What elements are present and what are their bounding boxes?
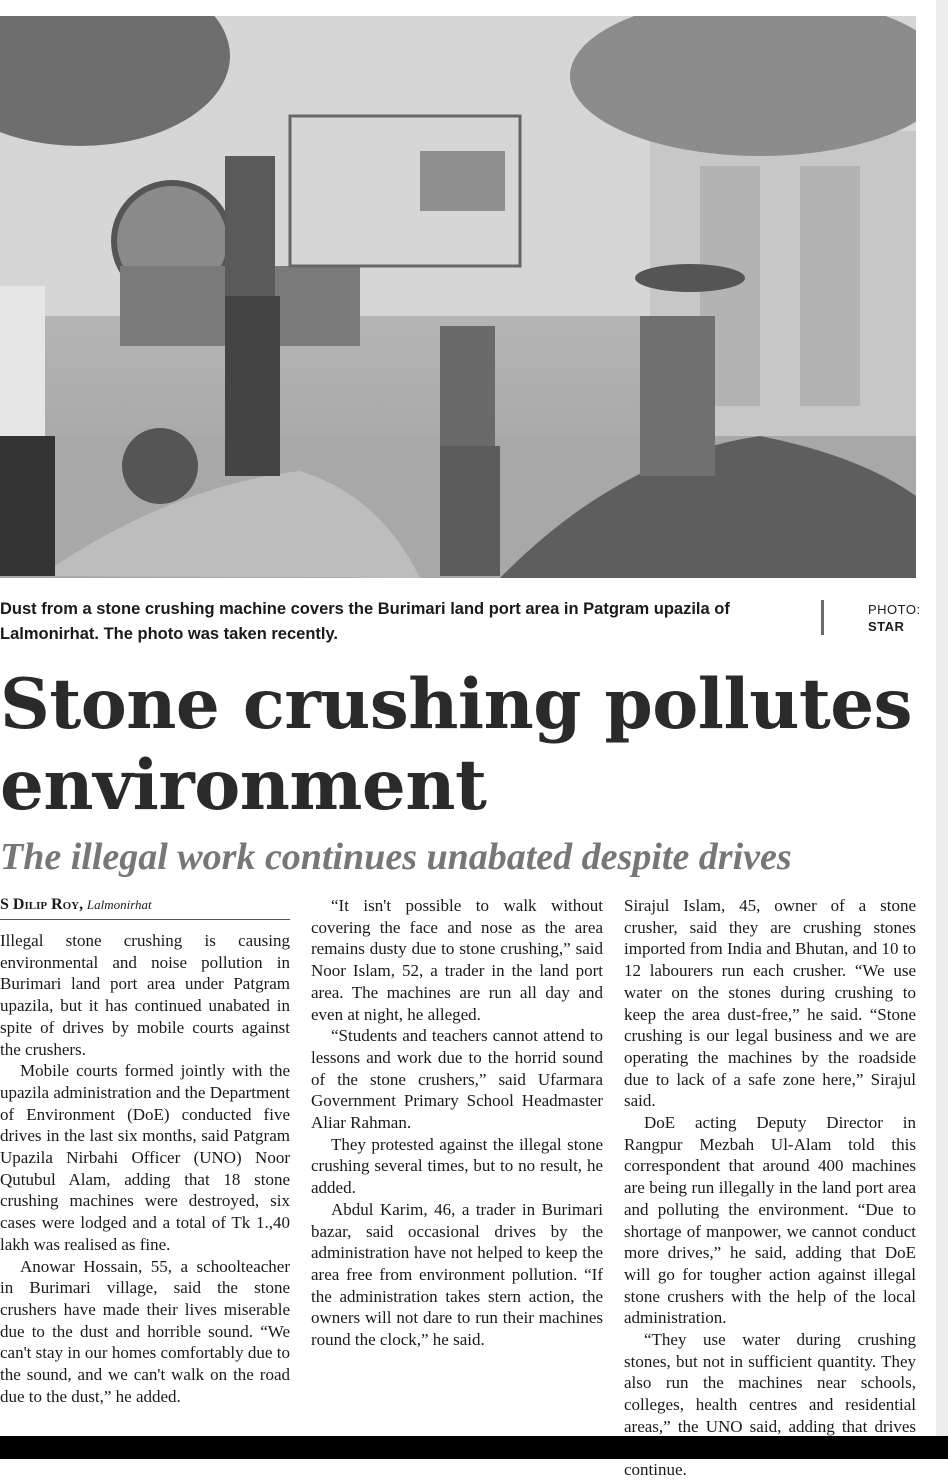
byline-location: Lalmonirhat (86, 897, 152, 912)
headline: Stone crushing pollutes environment (0, 664, 912, 826)
article-paragraph: Mobile courts formed jointly with the upazila administration and the Department of Environment (DoE) conducted five drives in the last six months, said Patgram Upazila Nirbahi Officer (UNO) Noor Qutubul Alam, adding that 18 stone crushing machines were destroyed, six cases were lodged and a total of Tk 1.,40 lakh was realised as fine. (0, 1061, 290, 1254)
photo-credit-label: PHOTO: (868, 602, 921, 617)
credit-divider (821, 600, 824, 635)
page-edge (936, 0, 948, 1436)
article-paragraph: Abdul Karim, 46, a trader in Burimari bazar, said occasional drives by the administration have not helped to keep the area free from environment pollution. “If the administration takes stern action, the owners will not dare to run their machines round the clock,” he said. (311, 1199, 603, 1350)
article-paragraph: Illegal stone crushing is causing environmental and noise pollution in Burimari land port area under Patgram upazila, but it has continued unabated in spite of drives by mobile courts against the crushers. (0, 931, 290, 1059)
subheadline: The illegal work continues unabated despite drives (0, 836, 792, 878)
news-photo (0, 16, 916, 578)
article-paragraph: “Students and teachers cannot attend to lessons and work due to the horrid sound of the stone crushers,” said Ufarmara Government Primary School Headmaster Aliar Rahman. (311, 1026, 603, 1133)
article-paragraph: Anowar Hossain, 55, a schoolteacher in Burimari village, said the stone crushers have made their lives miserable due to the dust and horrible sound. “We can't stay in our homes comfortably due to the sound, and we can't walk on the road due to the dust,” he added. (0, 1256, 290, 1406)
article-column-2 (311, 895, 603, 1351)
article-paragraph: They protested against the illegal stone crushing several times, but to no result, he added. (311, 1134, 603, 1198)
stone-crusher-photo-illustration (0, 16, 916, 578)
article-paragraph: DoE acting Deputy Director in Rangpur Mezbah Ul-Alam told this correspondent that around 400 machines are being run illegally in the land port area and polluting the environment. “Due to shortage of manpower, we cannot conduct more drives,” he said, adding that DoE will go for tougher action against illegal stone crushers with the help of the local administration. (624, 1113, 916, 1328)
byline (0, 896, 290, 920)
article-paragraph: Sirajul Islam, 45, owner of a stone crusher, said they are crushing stones imported from India and Bhutan, and 10 to 12 labourers run each crusher. “We use water on the stones during crushing to keep the area dust-free,” he said. “Stone crushing is our legal business and we are operating the machines by the roadside due to lack of a safe zone here,” Sirajul said. (624, 896, 916, 1111)
photo-credit (868, 601, 921, 635)
photo-credit-source: STAR (868, 619, 905, 634)
article-paragraph: “It isn't possible to walk without covering the face and nose as the area remains dusty due to stone crushing,” said Noor Islam, 52, a trader in the land port area. The machines are run all day and even at night, he alleged. (311, 896, 603, 1024)
article-paragraph: “They use water during crushing stones, but not in sufficient quantity. They also run the machines near schools, colleges, health centres and residential areas,” the UNO said, adding that drives continue. (624, 1330, 916, 1480)
bottom-bar (0, 1436, 948, 1459)
photo-caption: Dust from a stone crushing machine covers the Burimari land port area in Patgram upazila of Lalmonirhat. The photo was taken recently. (0, 600, 730, 643)
byline-name: S Dilip Roy, (0, 896, 84, 913)
article-column-3 (624, 895, 916, 1481)
article-column-1 (0, 930, 290, 1407)
